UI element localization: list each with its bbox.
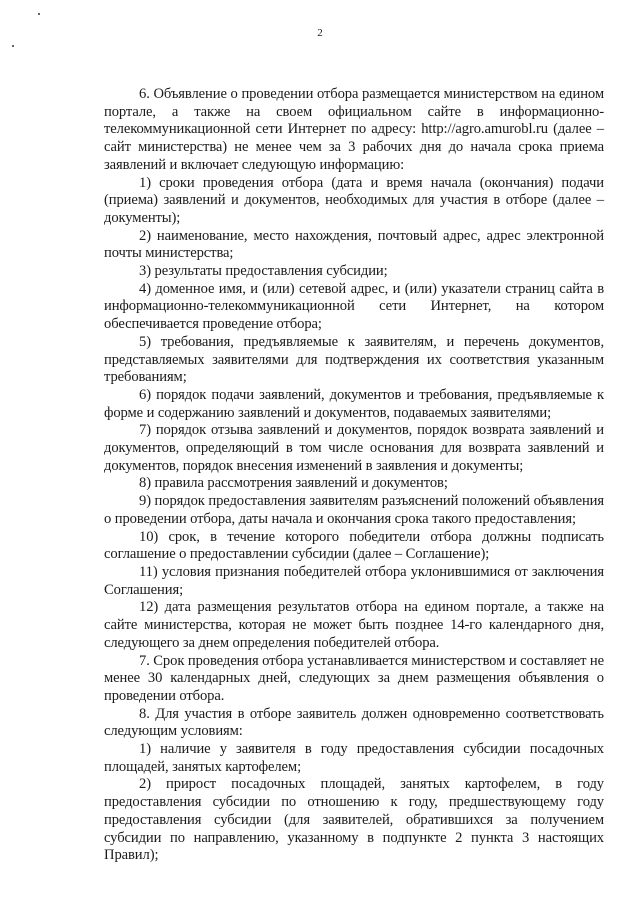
list-item-3: 3) результаты предоставления субсидии; bbox=[139, 263, 388, 280]
list-item-5: 5) требования, предъявляемые к заявителям, и перечень документов, представляемых заявителями для подтверждения их соответствия указанным требованиям; bbox=[104, 333, 604, 386]
list-item-6: 6) порядок подачи заявлений, документов и требования, предъявляемые к форме и содержанию заявлений и документов, подаваемых заявителями; bbox=[104, 386, 604, 421]
list-item-7: 7) порядок отзыва заявлений и документов, порядок возврата заявлений и документов, определяющий в том числе основания для возврата заявлений и документов, порядок внесения изменений в заявления и документы; bbox=[104, 422, 604, 474]
scan-speck bbox=[38, 13, 40, 15]
list-item-8: 8) правила рассмотрения заявлений и документов; bbox=[139, 475, 448, 492]
list-item-10: 10) срок, в течение которого победители отбора должны подписать соглашение о предоставлении субсидии (далее – Соглашение); bbox=[104, 528, 604, 563]
condition-item-1: 1) наличие у заявителя в году предоставления субсидии посадочных площадей, занятых картофелем; bbox=[104, 741, 604, 775]
scan-speck bbox=[12, 45, 14, 47]
page-number: 2 bbox=[317, 27, 323, 39]
condition-item-2: 2) прирост посадочных площадей, занятых картофелем, в году предоставления субсидии по отношению к году, предшествующему году предоставления субсидии (для заявителей, обратившихся за получением субсидии по направлению, указанному в подпункте 2 пункта 3 настоящих Правил); bbox=[104, 776, 604, 864]
paragraph-6: 6. Объявление о проведении отбора размещается министерством на едином портале, а также на своем официальном сайте в информационно-телекоммуникационной сети Интернет по адресу: http://agro.amurobl.ru (далее – сайт министерства) не менее чем за 3 рабочих дня до начала срока приема заявлений и включает следующую информацию: bbox=[104, 86, 604, 173]
list-item-4: 4) доменное имя, и (или) сетевой адрес, и (или) указатели страниц сайта в информационно-телекоммуникационной сети Интернет, на котором обеспечивается проведение отбора; bbox=[104, 280, 604, 333]
list-item-2: 2) наименование, место нахождения, почтовый адрес, адрес электронной почты министерства; bbox=[104, 227, 604, 262]
list-item-11: 11) условия признания победителей отбора уклонившимися от заключения Соглашения; bbox=[104, 563, 604, 598]
list-item-1: 1) сроки проведения отбора (дата и время начала (окончания) подачи (приема) заявлений и документов, необходимых для участия в отборе (далее – документы); bbox=[104, 174, 604, 226]
list-item-9: 9) порядок предоставления заявителям разъяснений положений объявления о проведении отбора, даты начала и окончания срока такого предоставления; bbox=[104, 493, 604, 527]
paragraph-8: 8. Для участия в отборе заявитель должен одновременно соответствовать следующим условиям: bbox=[104, 705, 604, 740]
document-body bbox=[104, 86, 604, 865]
list-item-12: 12) дата размещения результатов отбора на едином портале, а также на сайте министерства, которая не может быть позднее 14-го календарного дня, следующего за днем определения победителей отбора. bbox=[104, 599, 604, 651]
paragraph-7: 7. Срок проведения отбора устанавливается министерством и составляет не менее 30 календарных дней, следующих за днем размещения объявления о проведении отбора. bbox=[104, 652, 604, 704]
